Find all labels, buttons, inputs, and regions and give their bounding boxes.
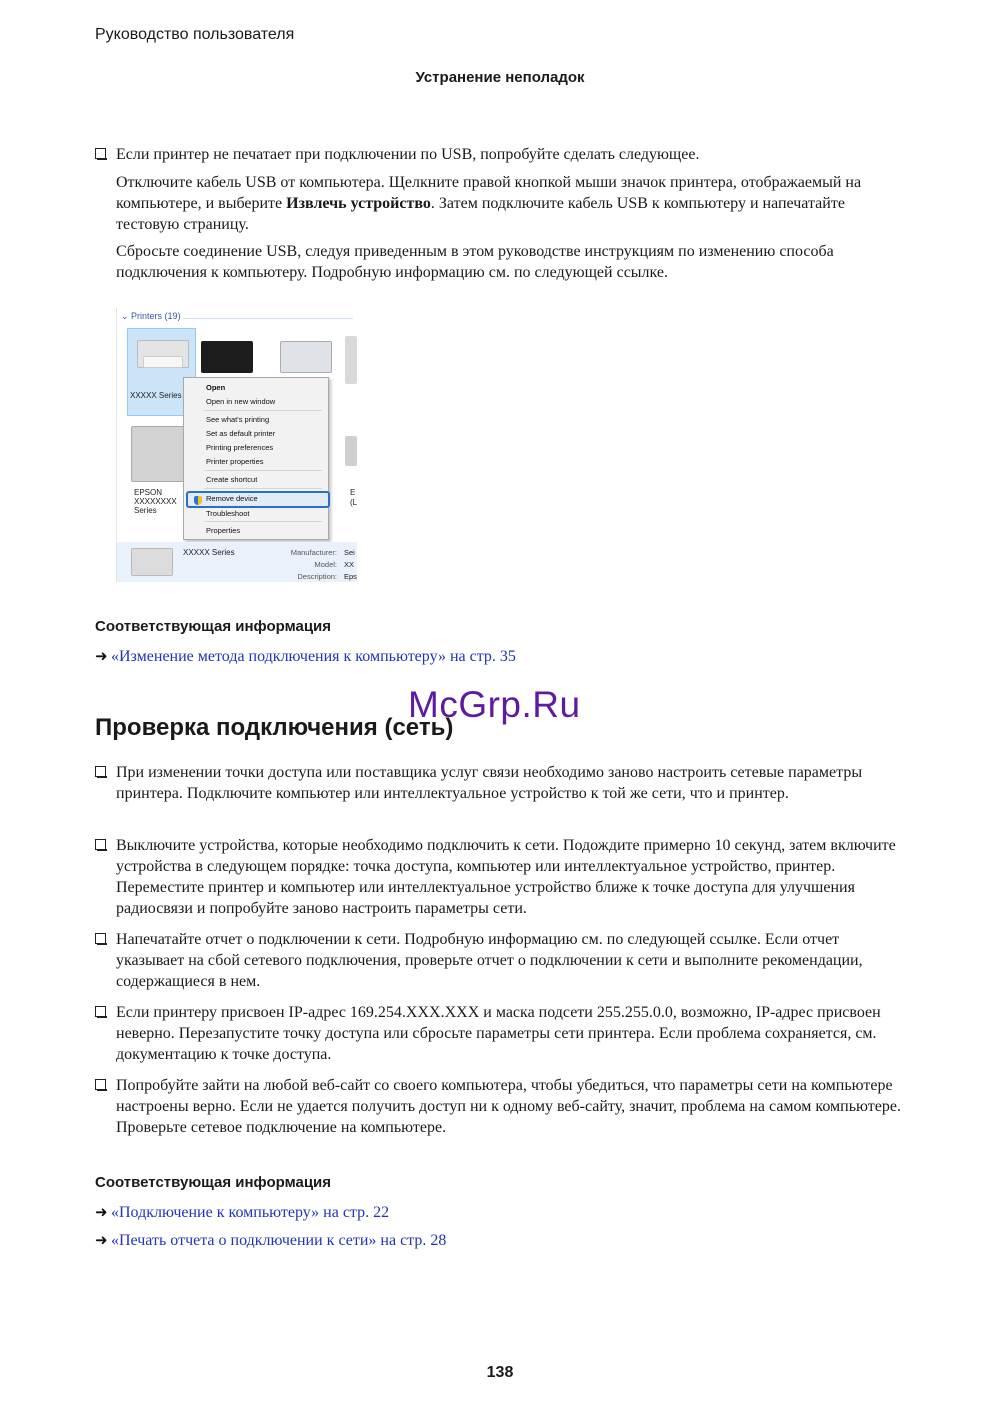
partial-label-2: (L [350, 498, 357, 507]
partial-printer-icon [345, 336, 357, 384]
network-bullet [95, 929, 905, 992]
network-bullet-text: Выключите устройства, которые необходимо подключить к сети. Подождите примерно 10 секунд, затем включите устройства в следующем порядке: точка доступа, компьютер или интеллектуальное устройство, принтер. Переместите принтер и компьютер или интеллектуальное устройство ближе к точке доступа для улучшения радиосвязи и попробуйте заново настроить параметры сети. [116, 837, 896, 917]
usb-paragraph-1 [116, 172, 876, 235]
network-bullet [95, 1075, 905, 1138]
shield-icon [194, 496, 202, 505]
arrow-right-icon: ➜ [95, 1205, 108, 1221]
page-number: 138 [486, 1364, 514, 1381]
details-pane [117, 542, 357, 582]
arrow-right-icon: ➜ [95, 649, 108, 665]
detail-model-label: Model: [314, 560, 337, 569]
menu-item-open-new-window[interactable]: Open in new window [206, 397, 276, 406]
usb-para1-pre: Отключите кабель USB от компьютера. Щелкните правой кнопкой мыши значок принтера, отображаемый на компьютере, и выберите [116, 174, 862, 212]
menu-separator [204, 470, 322, 471]
fax-printer-icon [280, 341, 332, 373]
related-link-row [95, 646, 516, 668]
checkbox-bullet-icon [95, 148, 106, 159]
menu-item-remove-device[interactable]: Remove device [206, 494, 258, 503]
related-info-heading: Соответствующая информация [95, 618, 332, 635]
epson-label-line-2: XXXXXXXX [134, 497, 177, 506]
arrow-right-icon: ➜ [95, 1233, 108, 1249]
epson-printer-icon [131, 426, 189, 482]
usb-paragraph-2: Сбросьте соединение USB, следуя приведенным в этом руководстве инструкциям по изменению способа подключения к компьютеру. Подробную информацию см. по следующей ссылке. [116, 243, 834, 281]
menu-separator [204, 521, 322, 522]
printers-group-header: ⌄ Printers (19) [121, 311, 181, 321]
network-bullet-text: При изменении точки доступа или поставщика услуг связи необходимо заново настроить сетевые параметры принтера. Подключите компьютер или интеллектуальное устройство к той же сети, что и принтер. [116, 764, 863, 802]
usb-para1-post: . Затем подключите кабель USB к компьютеру и напечатайте тестовую страницу. [116, 195, 845, 233]
menu-item-create-shortcut[interactable]: Create shortcut [206, 475, 258, 484]
checkbox-bullet-icon [95, 1006, 106, 1017]
menu-separator [204, 488, 322, 489]
epson-label-line-1: EPSON [134, 488, 163, 497]
usb-bullet-text: Если принтер не печатает при подключении по USB, попробуйте сделать следующее. [116, 146, 700, 163]
network-bullet-text: Напечатайте отчет о подключении к сети. Подробную информацию см. по следующей ссылке. Если отчет указывает на сбой сетевого подключения, проверьте отчет о подключении к сети и выполните рекомендации, содержащиеся в нем. [116, 931, 863, 990]
related-link-row [95, 1202, 389, 1224]
epson-label-line-3: Series [134, 506, 157, 515]
detail-description-label: Description: [297, 572, 337, 581]
menu-item-see-printing[interactable]: See what's printing [206, 415, 270, 424]
related-link-network-report[interactable]: «Печать отчета о подключении к сети» на стр. 28 [111, 1232, 447, 1249]
checkbox-bullet-icon [95, 839, 106, 850]
selected-printer-label: XXXXX Series [130, 391, 182, 400]
network-heading: Проверка подключения (сеть) [95, 714, 454, 741]
printers-screenshot [116, 308, 357, 582]
related-link-computer-connection[interactable]: «Подключение к компьютеру» на стр. 22 [111, 1204, 390, 1221]
checkbox-bullet-icon [95, 1079, 106, 1090]
related-link-row [95, 1230, 446, 1252]
epson-printer-label [134, 488, 177, 515]
menu-item-open[interactable]: Open [206, 383, 226, 392]
watermark-logo: McGrp.Ru [408, 684, 581, 725]
network-bullet-text: Попробуйте зайти на любой веб-сайт со своего компьютера, чтобы убедиться, что параметры сети на компьютере настроены верно. Если не удается получить доступ ни к одному веб-сайту, значит, проблема на самом компьютере. Проверьте сетевое подключение на компьютере. [116, 1077, 901, 1136]
checkbox-bullet-icon [95, 933, 106, 944]
detail-device-name: XXXXX Series [183, 548, 235, 557]
network-bullet [95, 835, 905, 919]
printers-group-label: Printers (19) [131, 311, 181, 321]
detail-model-value: XX [344, 560, 355, 569]
menu-item-set-default[interactable]: Set as default printer [206, 429, 276, 438]
detail-description-value: Eps [344, 572, 357, 581]
usb-para1-bold: Извлечь устройство [286, 195, 431, 212]
context-menu [183, 377, 329, 540]
partial-printer-icon-2 [345, 436, 357, 466]
network-bullet [95, 762, 905, 804]
printer-tray-icon [143, 356, 183, 368]
menu-separator [204, 410, 322, 411]
related-info-heading: Соответствующая информация [95, 1174, 332, 1191]
detail-manufacturer-value: Sei [344, 548, 355, 557]
section-title: Устранение неполадок [415, 69, 585, 86]
menu-item-printing-preferences[interactable]: Printing preferences [206, 443, 274, 452]
header-divider [183, 318, 353, 319]
related-link-connection-method[interactable]: «Изменение метода подключения к компьютеру» на стр. 35 [111, 648, 516, 665]
partial-label-1: E [350, 488, 356, 497]
menu-item-properties[interactable]: Properties [206, 526, 241, 535]
checkbox-bullet-icon [95, 766, 106, 777]
detail-printer-icon [131, 548, 173, 576]
document-title: Руководство пользователя [95, 26, 295, 43]
menu-item-printer-properties[interactable]: Printer properties [206, 457, 264, 466]
menu-item-troubleshoot[interactable]: Troubleshoot [206, 509, 250, 518]
black-printer-icon [201, 341, 253, 373]
network-bullet-text: Если принтеру присвоен IP-адрес 169.254.XXX.XXX и маска подсети 255.255.0.0, возможно, IP-адрес присвоен неверно. Перезапустите точку доступа или сбросьте параметры сети принтера. Если проблема сохраняется, см. документацию к точке доступа. [116, 1004, 881, 1063]
network-bullet [95, 1002, 905, 1065]
detail-manufacturer-label: Manufacturer: [290, 548, 337, 557]
usb-bullet [95, 144, 905, 165]
